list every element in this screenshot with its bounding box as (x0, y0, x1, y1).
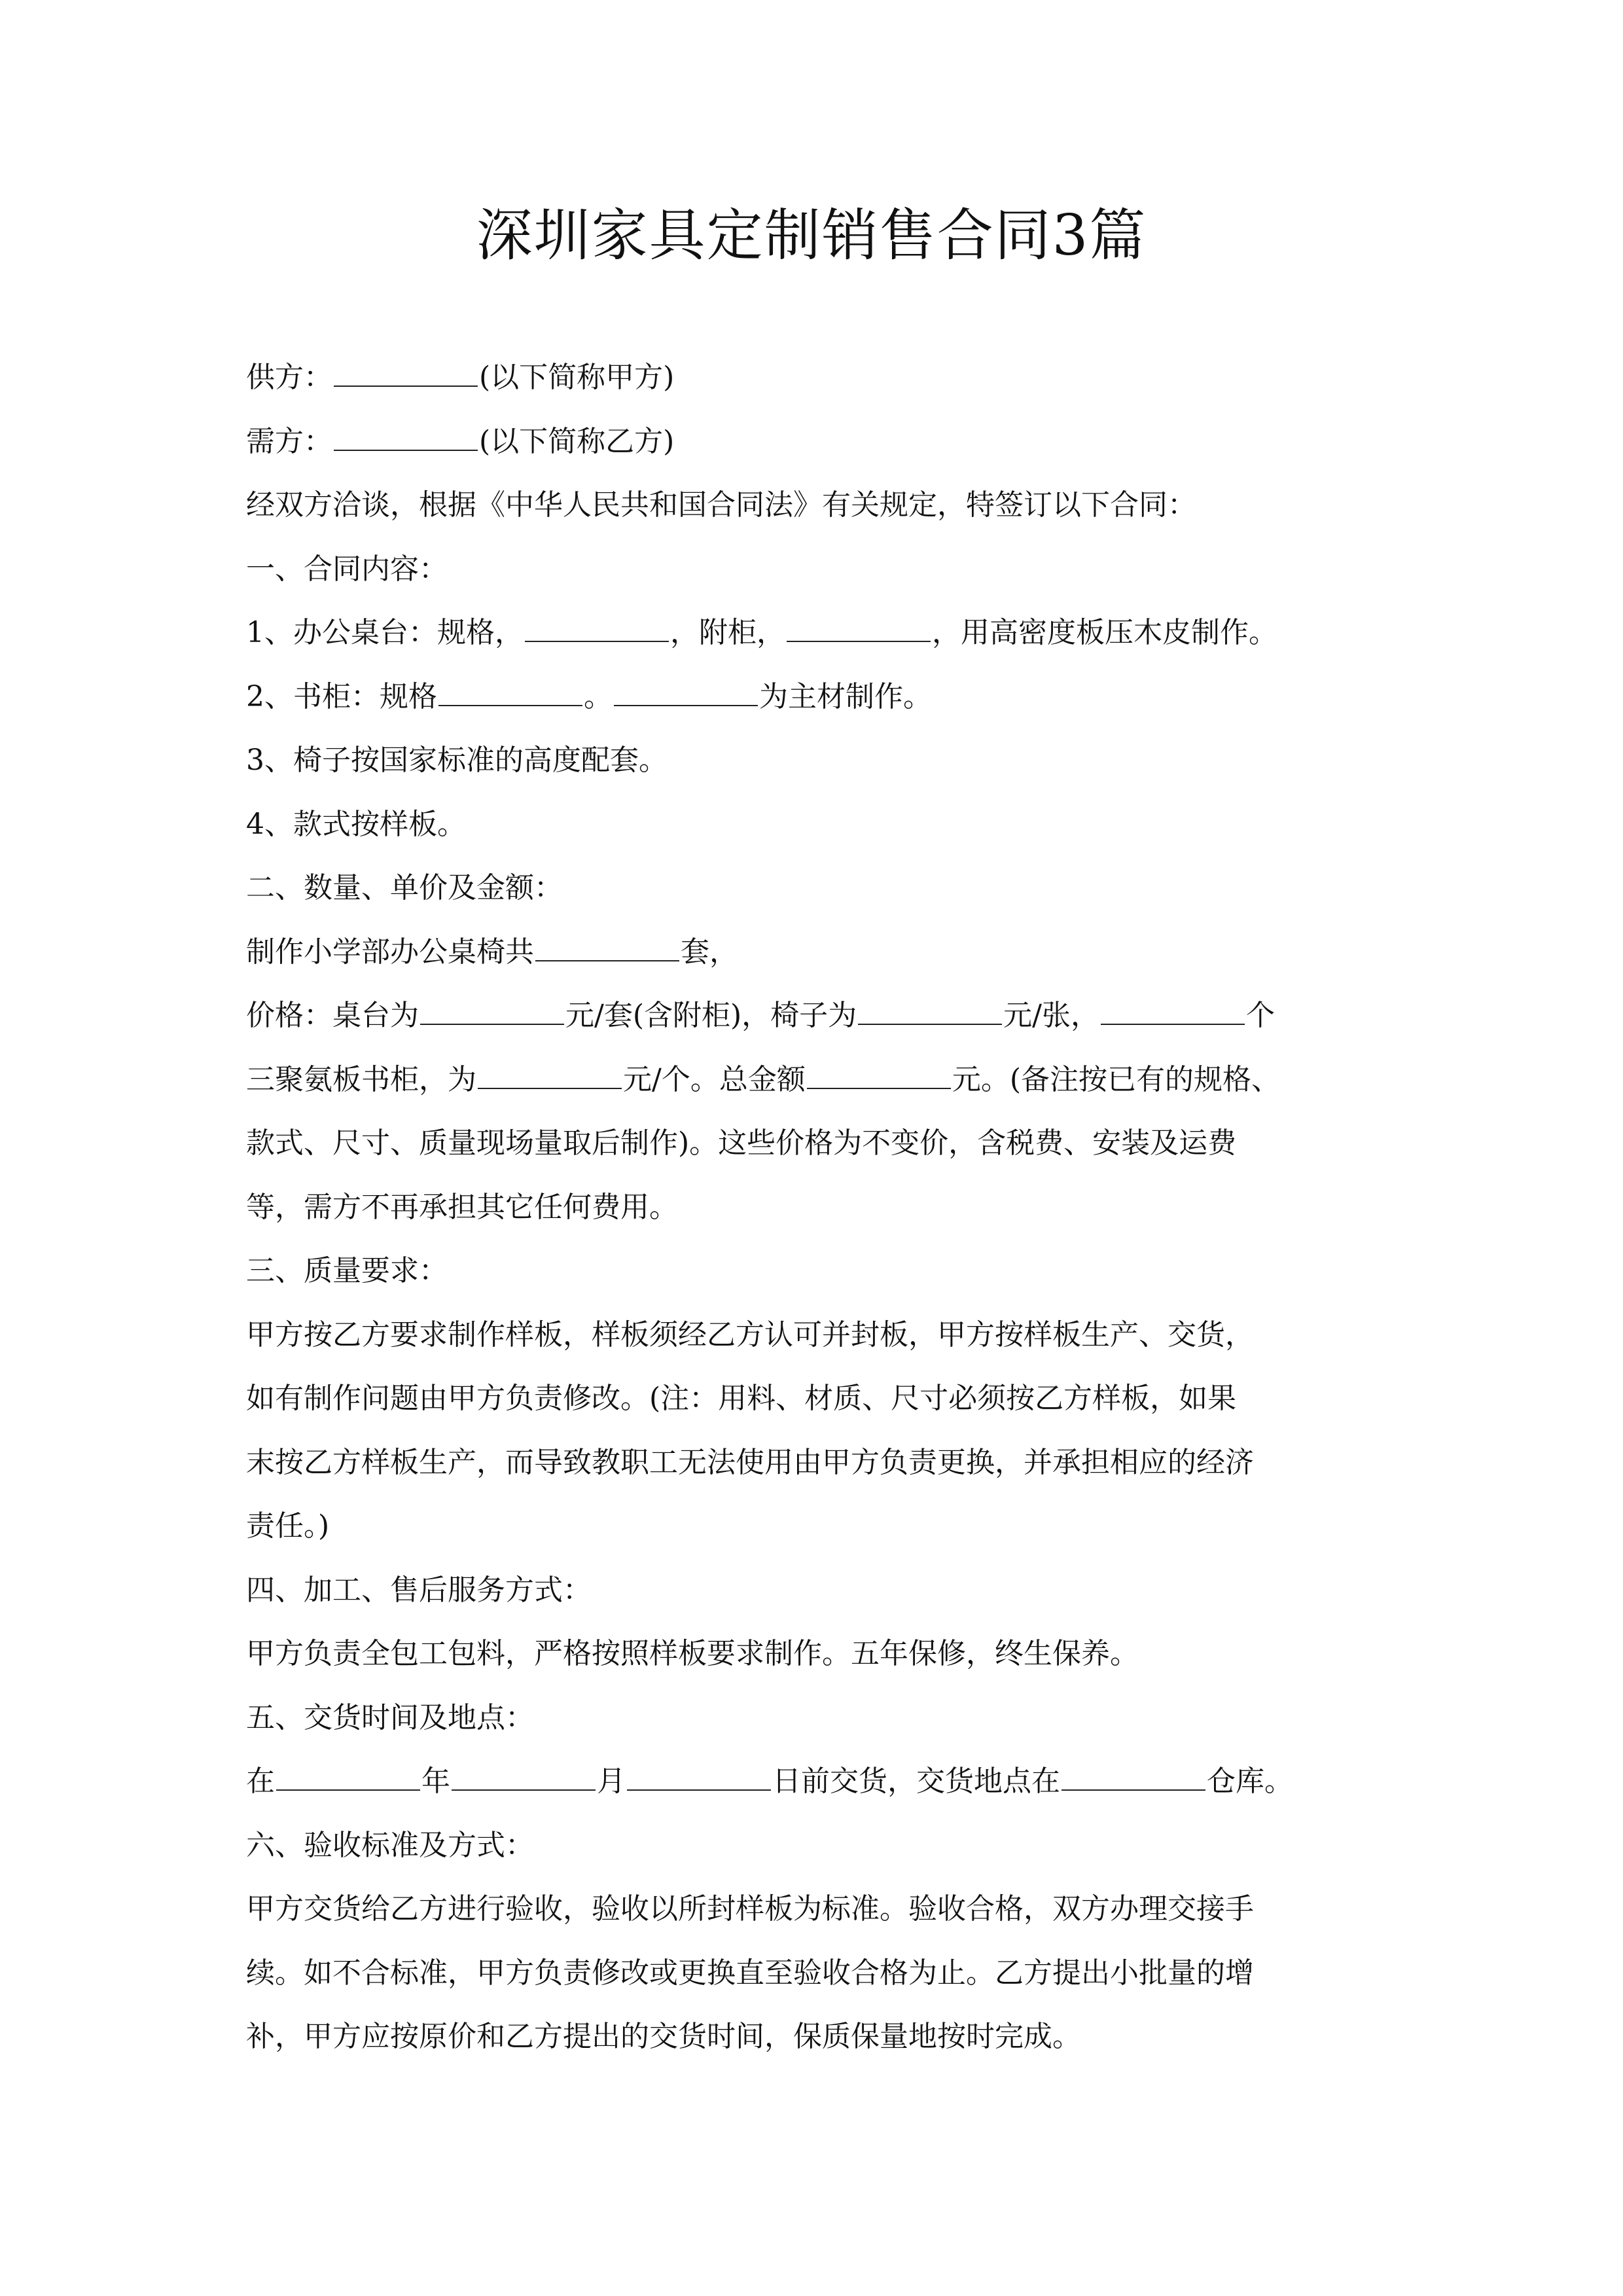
delivery-text-b: 年 (421, 1765, 450, 1798)
bookcase-spec-blank (438, 679, 582, 706)
section3-line3: 末按乙方样板生产，而导致教职工无法使用由甲方负责更换，并承担相应的经济 (246, 1445, 1254, 1479)
bookcase-count-blank (1101, 997, 1245, 1025)
price2-text-c: 元。(备注按已有的规格、 (952, 1062, 1280, 1096)
buyer-blank (334, 423, 478, 451)
qty-text-a: 制作小学部办公桌椅共 (246, 935, 534, 969)
section3-line1: 甲方按乙方要求制作样板，样板须经乙方认可并封板，甲方按样板生产、交货， (246, 1318, 1254, 1352)
section2-price (246, 984, 1385, 1048)
delivery-text-e: 仓库。 (1207, 1765, 1293, 1798)
chair-price-blank (858, 997, 1002, 1025)
section2-heading: 二、数量、单价及金额： (246, 871, 563, 905)
price-text-b: 元/套(含附柜)，椅子为 (565, 999, 857, 1032)
preamble: 经双方洽谈，根据《中华人民共和国合同法》有关规定，特签订以下合同： (246, 488, 1196, 522)
item1-text-c: ，用高密度板压木皮制作。 (932, 616, 1277, 649)
bookcase-material-blank (614, 679, 758, 706)
section1-item4: 4、款式按样板。 (246, 807, 466, 841)
section1-item3: 3、椅子按国家标准的高度配套。 (246, 744, 668, 777)
delivery-text-d: 日前交货，交货地点在 (772, 1765, 1060, 1798)
section2-price-3: 款式、尺寸、质量现场量取后制作)。这些价格为不变价，含税费、安装及运费 (246, 1126, 1237, 1160)
delivery-month-blank (452, 1763, 596, 1791)
cabinet-spec-blank (787, 615, 931, 642)
price-text-a: 价格：桌台为 (246, 999, 419, 1032)
price2-text-b: 元/个。总金额 (623, 1062, 806, 1096)
section3-line4: 责任。) (246, 1509, 330, 1543)
section6-heading: 六、验收标准及方式： (246, 1828, 534, 1862)
price-text-c: 元/张， (1003, 999, 1099, 1032)
section1-heading: 一、合同内容： (246, 552, 448, 586)
item2-text-c: 为主材制作。 (759, 679, 932, 713)
section2-quantity (246, 920, 1385, 984)
item2-text-b: 。 (584, 679, 613, 713)
section5-delivery (246, 1749, 1385, 1814)
desk-spec-blank (525, 615, 669, 642)
buyer-line (246, 410, 1385, 474)
supplier-blank (334, 359, 478, 387)
section5-heading: 五、交货时间及地点： (246, 1700, 534, 1734)
section1-item2 (246, 665, 1385, 729)
delivery-place-blank (1061, 1763, 1205, 1791)
item1-text-b: ，附柜， (670, 616, 785, 649)
quantity-blank (535, 934, 679, 961)
delivery-year-blank (276, 1763, 420, 1791)
section6-line3: 补，甲方应按原价和乙方提出的交货时间，保质保量地按时完成。 (246, 2020, 1081, 2053)
bookcase-price-blank (478, 1062, 622, 1089)
document-title: 深圳家具定制销售合同3篇 (476, 203, 1147, 268)
section3-heading: 三、质量要求： (246, 1254, 448, 1287)
document-body (246, 346, 1385, 2069)
section6-line1: 甲方交货给乙方进行验收，验收以所封样板为标准。验收合格，双方办理交接手 (246, 1892, 1254, 1926)
section4-heading: 四、加工、售后服务方式： (246, 1573, 592, 1607)
delivery-day-blank (627, 1763, 771, 1791)
section6-line2: 续。如不合标准，甲方负责修改或更换直至验收合格为止。乙方提出小批量的增 (246, 1956, 1254, 1990)
item1-text-a: 1、办公桌台：规格， (246, 616, 524, 649)
desk-price-blank (420, 997, 564, 1025)
section4-line1: 甲方负责全包工包料，严格按照样板要求制作。五年保修，终生保养。 (246, 1637, 1139, 1670)
item2-text-a: 2、书柜：规格 (246, 679, 437, 713)
buyer-suffix: (以下简称乙方) (479, 424, 675, 458)
qty-text-b: 套， (681, 935, 738, 969)
price-text-d: 个 (1245, 999, 1275, 1032)
supplier-label: 供方： (246, 361, 332, 394)
total-amount-blank (807, 1062, 951, 1089)
buyer-label: 需方： (246, 424, 332, 458)
price2-text-a: 三聚氨板书柜，为 (246, 1062, 476, 1096)
section1-item1 (246, 601, 1385, 665)
section2-price-2 (246, 1048, 1385, 1112)
delivery-text-a: 在 (246, 1765, 275, 1798)
section2-price-4: 等，需方不再承担其它任何费用。 (246, 1190, 678, 1224)
delivery-text-c: 月 (597, 1765, 626, 1798)
section3-line2: 如有制作问题由甲方负责修改。(注：用料、材质、尺寸必须按乙方样板，如果 (246, 1382, 1237, 1415)
supplier-line (246, 346, 1385, 410)
supplier-suffix: (以下简称甲方) (479, 361, 675, 394)
